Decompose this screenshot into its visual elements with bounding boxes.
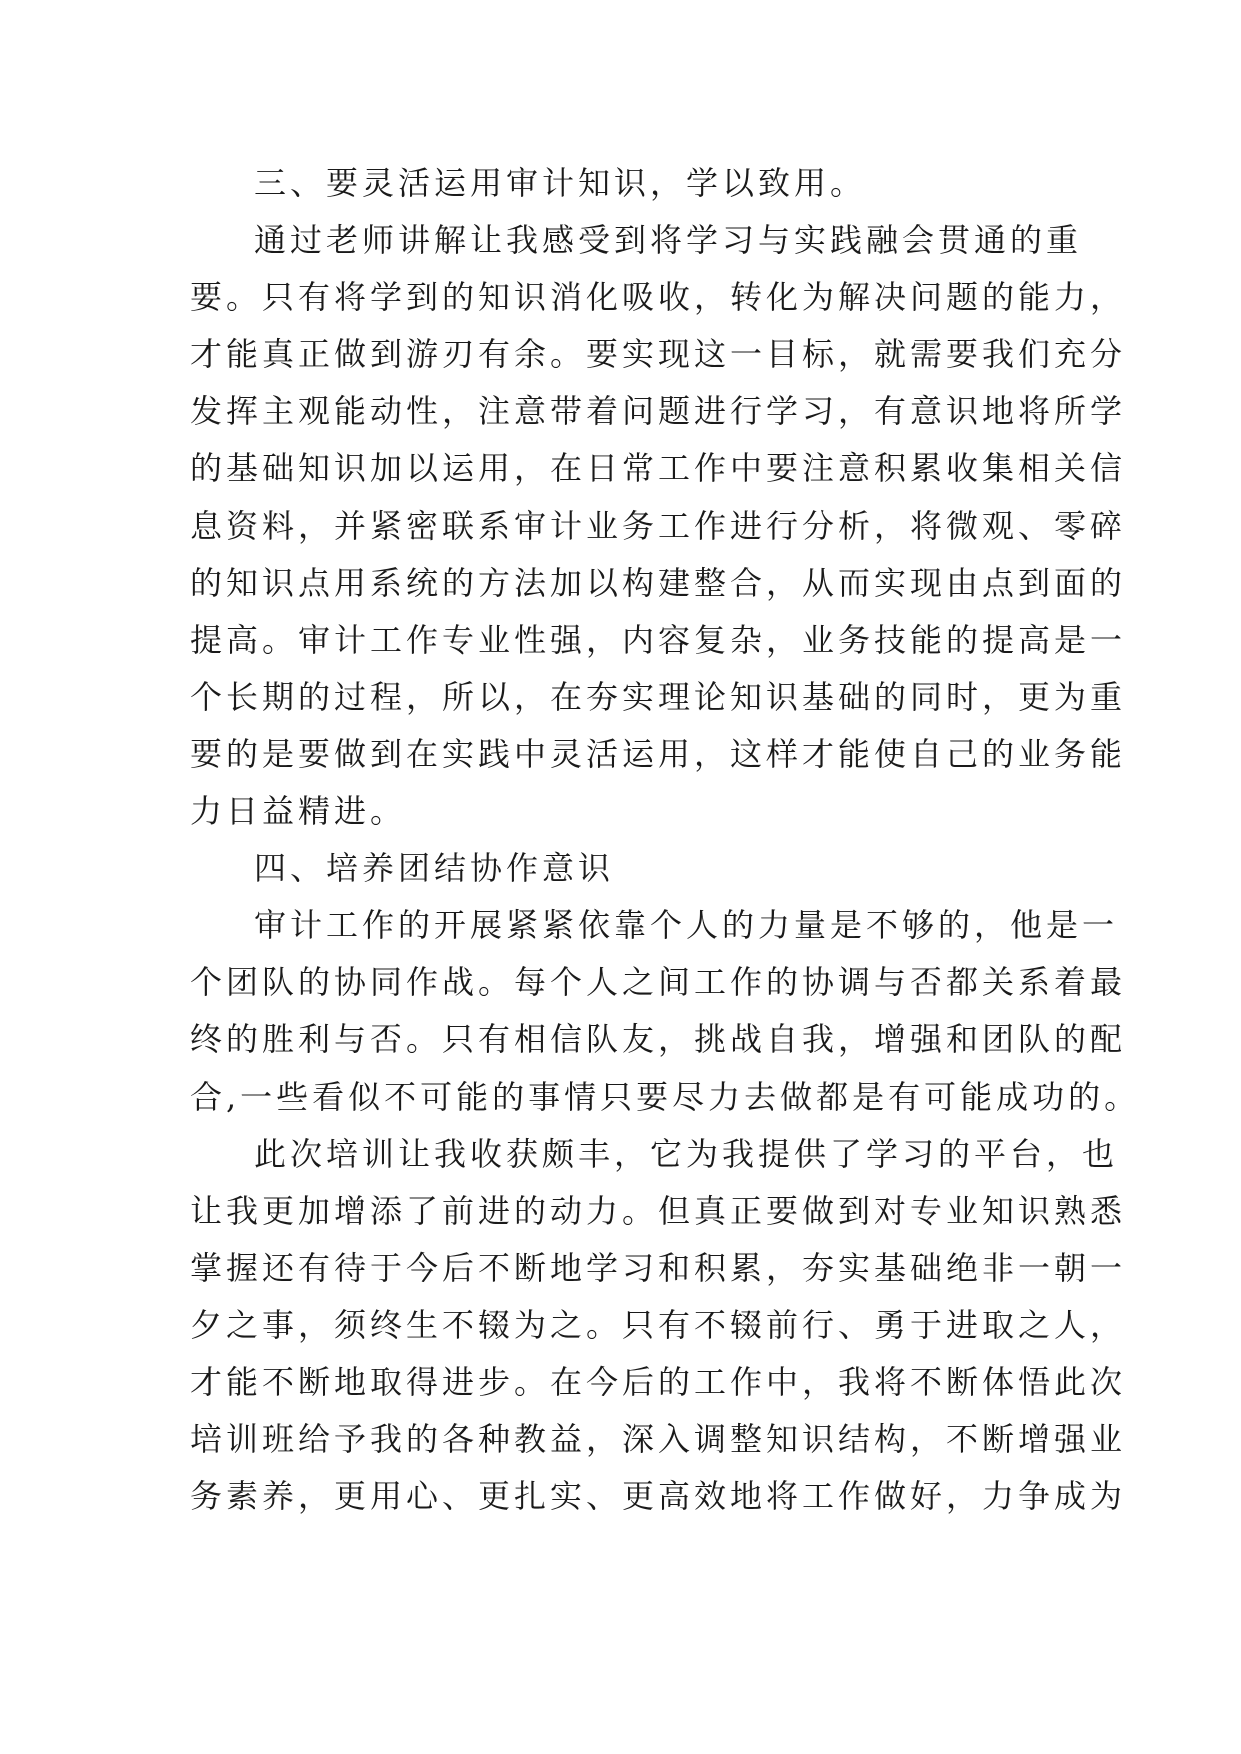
paragraph-line: 个长期的过程，所以，在夯实理论知识基础的同时，更为重 xyxy=(190,677,1127,716)
paragraph-line: 的知识点用系统的方法加以构建整合，从而实现由点到面的 xyxy=(190,563,1127,602)
paragraph-line: 此次培训让我收获颇丰，它为我提供了学习的平台，也 xyxy=(254,1134,1119,1173)
paragraph-line: 的基础知识加以运用，在日常工作中要注意积累收集相关信 xyxy=(190,449,1127,488)
body-text xyxy=(190,155,1141,1525)
paragraph-line: 力日益精进。 xyxy=(190,792,407,831)
paragraph-line: 息资料，并紧密联系审计业务工作进行分析，将微观、零碎 xyxy=(190,506,1127,545)
paragraph-line: 才能真正做到游刃有余。要实现这一目标，就需要我们充分 xyxy=(190,335,1127,374)
paragraph-line: 提高。审计工作专业性强，内容复杂，业务技能的提高是一 xyxy=(190,620,1127,659)
paragraph-line: 掌握还有待于今后不断地学习和积累，夯实基础绝非一朝一 xyxy=(190,1248,1127,1287)
paragraph-line: 培训班给予我的各种教益，深入调整知识结构，不断增强业 xyxy=(190,1420,1127,1459)
paragraph-line: 要。只有将学到的知识消化吸收，转化为解决问题的能力， xyxy=(190,278,1127,317)
section-heading-3: 三、要灵活运用审计知识，学以致用。 xyxy=(254,164,867,202)
paragraph-line: 让我更加增添了前进的动力。但真正要做到对专业知识熟悉 xyxy=(190,1191,1127,1230)
paragraph-line: 审计工作的开展紧紧依靠个人的力量是不够的，他是一 xyxy=(254,906,1119,945)
paragraph-line: 务素养，更用心、更扎实、更高效地将工作做好，力争成为 xyxy=(190,1477,1127,1516)
paragraph-line: 通过老师讲解让我感受到将学习与实践融会贯通的重 xyxy=(254,221,1083,260)
paragraph-line: 要的是要做到在实践中灵活运用，这样才能使自己的业务能 xyxy=(190,734,1127,773)
paragraph-line: 夕之事，须终生不辍为之。只有不辍前行、勇于进取之人， xyxy=(190,1305,1127,1344)
paragraph-line: 终的胜利与否。只有相信队友，挑战自我，增强和团队的配 xyxy=(190,1020,1127,1059)
paragraph-line: 才能不断地取得进步。在今后的工作中，我将不断体悟此次 xyxy=(190,1362,1127,1401)
section-heading-4: 四、培养团结协作意识 xyxy=(254,849,615,888)
paragraph-line: 合,一些看似不可能的事情只要尽力去做都是有可能成功的。 xyxy=(190,1077,1141,1116)
paragraph-line: 个团队的协同作战。每个人之间工作的协调与否都关系着最 xyxy=(190,963,1127,1002)
paragraph-line: 发挥主观能动性，注意带着问题进行学习，有意识地将所学 xyxy=(190,392,1127,431)
